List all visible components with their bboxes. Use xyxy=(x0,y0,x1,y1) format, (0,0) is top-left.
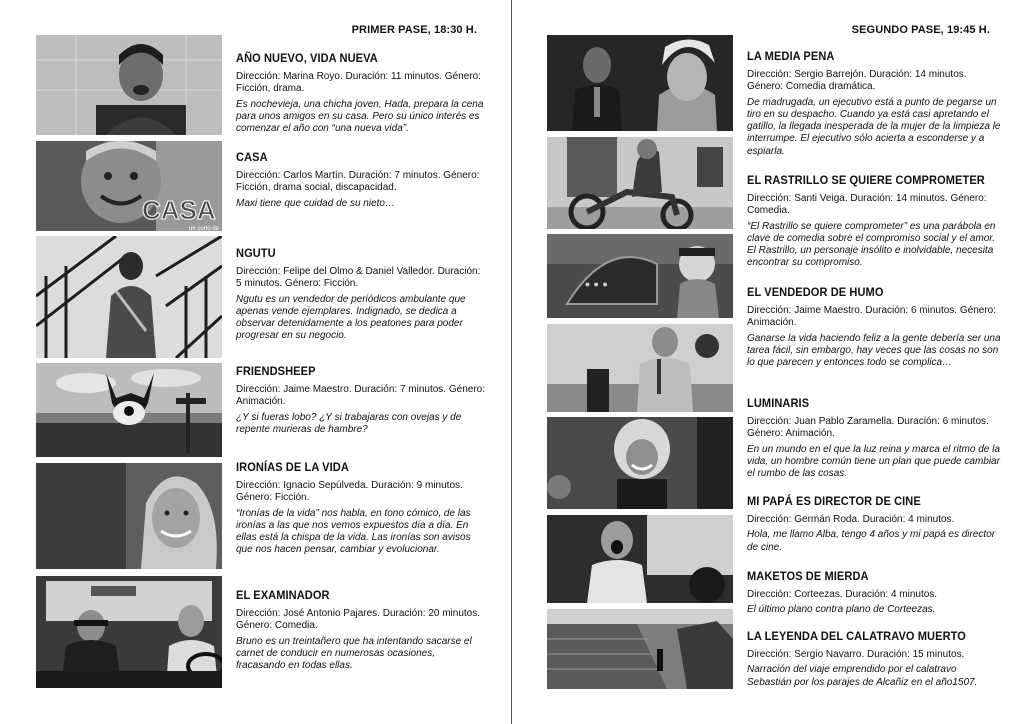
film-meta: Dirección: Ignacio Sepúlveda. Duración: 9 minutos. Género: Ficción. xyxy=(236,480,463,504)
film-still xyxy=(547,324,733,412)
film-still xyxy=(36,236,222,358)
svg-text:• • •: • • • xyxy=(585,276,608,292)
film-title: MAKETOS DE MIERDA xyxy=(747,569,869,583)
film-still-caption: un corto de xyxy=(189,226,220,231)
film-synopsis: Narración del viaje emprendido por el calatravo Sebastián por los parajes de Alcañiz en el año1507. xyxy=(747,664,978,688)
film-still xyxy=(547,35,733,131)
film-meta: Dirección: Sergio Barrejón. Duración: 14 minutos. Género: Comedia dramática. xyxy=(747,69,967,93)
film-title: EL EXAMINADOR xyxy=(236,588,330,602)
film-synopsis: El último plano contra plano de Corteezas. xyxy=(747,604,936,616)
film-still xyxy=(547,515,733,603)
film-title: LUMINARIS xyxy=(747,396,810,410)
film-still xyxy=(547,137,733,229)
film-meta: Dirección: Santi Veiga. Duración: 14 minutos. Género: Comedia. xyxy=(747,193,987,217)
right-page xyxy=(513,0,1024,724)
film-synopsis: En un mundo en el que la luz reina y marca el ritmo de la vida, un hombre común tiene un plan que puede cambiar el rumbo de las cosas. xyxy=(747,443,1000,480)
film-synopsis: ¿Y si fueras lobo? ¿Y si trabajaras con ovejas y de repente murieras de hambre? xyxy=(236,411,462,435)
film-still xyxy=(547,609,733,689)
film-entry xyxy=(236,246,486,343)
film-title: LA MEDIA PENA xyxy=(747,49,835,63)
film-title: AÑO NUEVO, VIDA NUEVA xyxy=(236,51,378,65)
film-entry xyxy=(747,396,1002,480)
film-synopsis: Es nochevieja, una chicha joven, Hada, prepara la cena para unos amigos en su casa. Pero su único interés es comenzar el año con “una nueva vida”. xyxy=(236,98,484,135)
film-synopsis: De madrugada, un ejecutivo está a punto de pegarse un tiro en su despacho. Cuando ya está casi apretando el gatillo, la llegada inesperada de la mujer de la limpieza le interrumpe. El ejecutivo sólo acierta a esconderse y a espiarla. xyxy=(747,96,1001,157)
film-still-caption: CASA xyxy=(142,195,216,225)
film-still xyxy=(36,363,222,457)
film-meta: Dirección: Jaime Maestro. Duración: 6 minutos. Género: Animación. xyxy=(747,305,996,329)
film-still xyxy=(547,234,733,318)
film-synopsis: Bruno es un treintañero que ha intentando sacarse el carnet de conducir en numerosas ocasiones, fracasando en todas ellas. xyxy=(236,635,472,672)
film-entry xyxy=(236,364,486,436)
film-synopsis: Ganarse la vida haciendo feliz a la gente debería ser una tarea fácil, sin embargo, hay veces que las cosas no son lo que parecen y entonces todo se complica… xyxy=(747,332,1001,369)
left-page xyxy=(0,0,511,724)
film-still xyxy=(36,463,222,569)
film-meta: Dirección: Carlos Martín. Duración: 7 minutos. Género: Ficción, drama social, discapacidad. xyxy=(236,170,480,194)
film-meta: Dirección: Jaime Maestro. Duración: 7 minutos. Género: Animación. xyxy=(236,384,485,408)
film-meta: Dirección: José Antonio Pajares. Duración: 20 minutos. Género: Comedia. xyxy=(236,608,481,632)
session-header: PRIMER PASE, 18:30 H. xyxy=(351,24,477,36)
film-title: EL VENDEDOR DE HUMO xyxy=(747,285,884,299)
film-meta: Dirección: Corteezas. Duración: 4 minutos. xyxy=(747,589,938,600)
film-title: IRONÍAS DE LA VIDA xyxy=(236,460,349,474)
film-meta: Dirección: Felipe del Olmo & Daniel Valledor. Duración: 5 minutos. Género: Ficción. xyxy=(236,266,481,290)
film-title: FRIENDSHEEP xyxy=(236,364,316,378)
film-entry xyxy=(236,150,486,210)
film-title: CASA xyxy=(236,150,268,164)
film-entry xyxy=(747,49,1002,158)
film-synopsis: Hola, me llamo Alba, tengo 4 años y mi papá es director de cine. xyxy=(747,529,996,553)
film-entry xyxy=(747,569,1002,617)
film-entry xyxy=(747,629,1002,689)
film-entry xyxy=(747,494,1002,554)
film-title: EL RASTRILLO SE QUIERE COMPROMETER xyxy=(747,173,985,187)
film-title: NGUTU xyxy=(236,246,276,260)
film-still xyxy=(36,141,222,231)
film-meta: Dirección: Marina Royo. Duración: 11 minutos. Género: Ficción, drama. xyxy=(236,71,481,95)
film-synopsis: Ngutu es un vendedor de periódicos ambulante que apenas vende ejemplares. Indignado, se dedica a observar detenidamente a los peatones para poder progresar en su negocio. xyxy=(236,293,466,342)
film-meta: Dirección: Juan Pablo Zaramella. Duración: 6 minutos. Género: Animación. xyxy=(747,416,989,440)
film-still xyxy=(547,417,733,509)
session-header: SEGUNDO PASE, 19:45 H. xyxy=(851,24,990,36)
film-still xyxy=(36,576,222,688)
film-synopsis: Maxi tiene que cuidad de su nieto… xyxy=(236,197,395,209)
film-still xyxy=(36,35,222,135)
film-entry xyxy=(747,285,1002,369)
film-title: LA LEYENDA DEL CALATRAVO MUERTO xyxy=(747,629,966,643)
film-entry xyxy=(747,173,1002,270)
film-title: MI PAPÁ ES DIRECTOR DE CINE xyxy=(747,494,921,508)
film-entry xyxy=(236,51,486,135)
film-entry xyxy=(236,588,486,672)
page-divider xyxy=(511,0,512,724)
film-synopsis: “Ironías de la vida” nos habla, en tono cómico, de las ironías a las que nos vemos expuestos día a día. En ellas está la chispa de la vida. Las ironías son avisos que nos hacen pensar, cambiar y evolucionar. xyxy=(236,507,471,556)
film-synopsis: “El Rastrillo se quiere comprometer” es una parábola en clave de comedia sobre el compromiso social y el amor. El Rastrillo, un personaje insólito e inolvidable, necesita encontrar su compromiso. xyxy=(747,220,996,269)
film-entry xyxy=(236,460,486,557)
film-meta: Dirección: Germán Roda. Duración: 4 minutos. xyxy=(747,514,955,525)
film-meta: Dirección: Sergio Navarro. Duración: 15 minutos. xyxy=(747,649,965,660)
